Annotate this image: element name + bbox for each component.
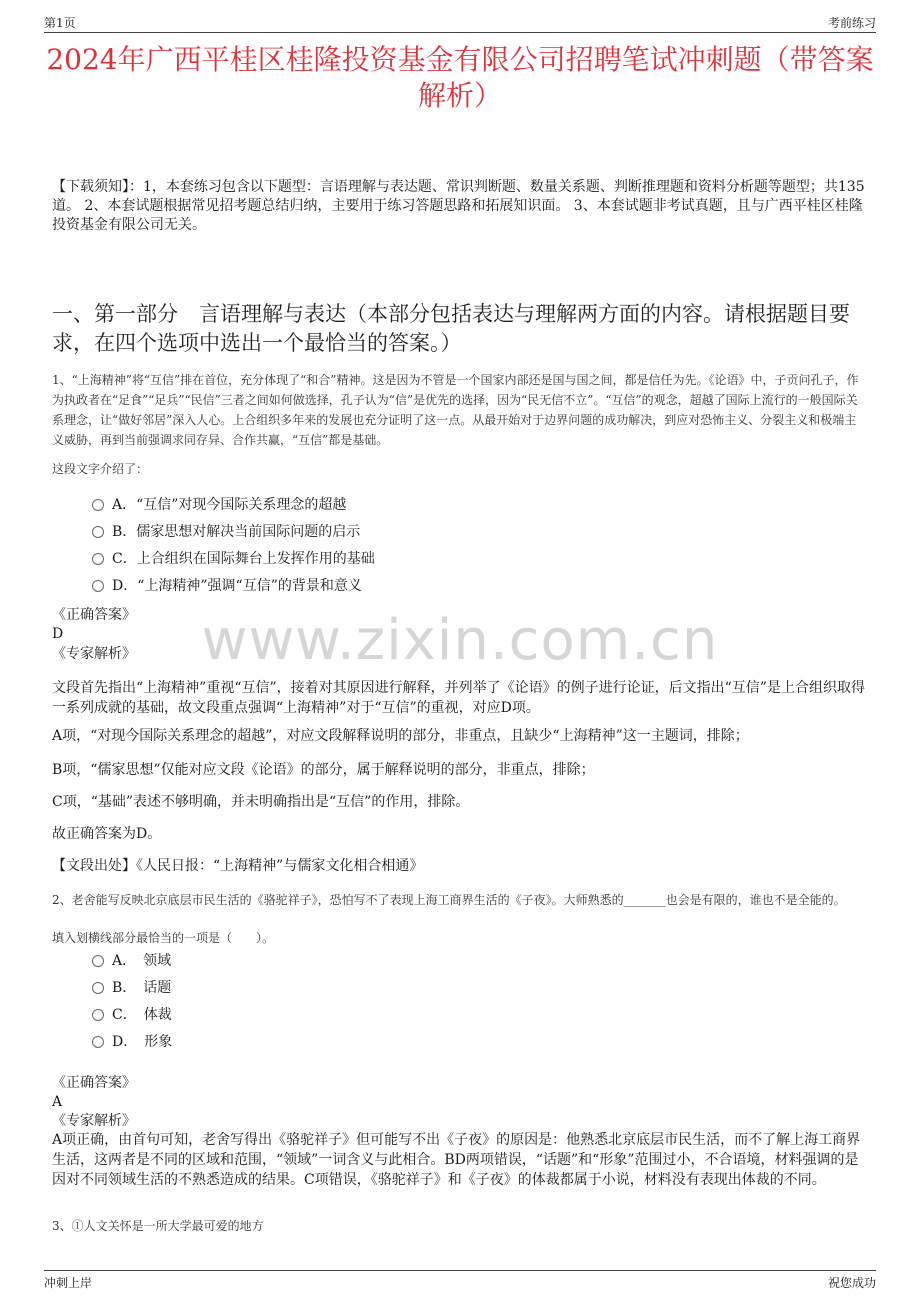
q1-stem: 1、“上海精神”将“互信”排在首位，充分体现了“和合”精神。这是因为不管是一个国家内部还是国与国之间，都是信任为先。《论语》中，子贡问孔子，作为执政者在“足食”“足兵”“民信”三者之间如何做选择，孔子认为“信”是优先的选择，因为“民无信不立”。“互信”的观念，超越了国际上流行的一般国际关系理念，让“做好邻居”深入人心。上合组织多年来的发展也充分证明了这一点。从最开始对于边界问题的成功解决，到应对恐怖主义、分裂主义和极端主义威胁，再到当前强调求同存异、合作共赢，“互信”都是基础。	[52, 373, 859, 447]
q2-prompt: 填入划横线部分最恰当的一项是（ ）。	[52, 931, 275, 945]
option-label: D．“上海精神”强调“互信”的背景和意义	[112, 578, 362, 594]
watermark: www.zixin.com.cn	[201, 608, 719, 673]
q2-answer-label: 《正确答案》	[52, 1075, 136, 1091]
q1-option-d[interactable]	[92, 576, 362, 596]
q3-stem: 3、①人文关怀是一所大学最可爱的地方	[52, 1219, 264, 1233]
option-label: A．“互信”对现今国际关系理念的超越	[112, 497, 347, 513]
q1-answer: D	[52, 626, 64, 642]
q2-option-d[interactable]	[92, 1032, 172, 1052]
q1-answer-label: 《正确答案》	[52, 607, 136, 623]
footer-left: 冲刺上岸	[44, 1276, 93, 1290]
q2-analysis-label: 《专家解析》	[52, 1113, 136, 1129]
document-title: 2024年广西平桂区桂隆投资基金有限公司招聘笔试冲刺题（带答案解析）	[46, 43, 874, 112]
option-label: D． 形象	[112, 1034, 173, 1050]
section-title: 一、第一部分 言语理解与表达（本部分包括表达与理解两方面的内容。请根据题目要求，在四个选项中选出一个最恰当的答案。）	[52, 302, 850, 355]
page-header	[44, 12, 876, 33]
option-label: C．上合组织在国际舞台上发挥作用的基础	[112, 551, 375, 567]
q2-option-a[interactable]	[92, 951, 171, 971]
q1-source: 【文段出处】《人民日报：“上海精神”与儒家文化相合相通》	[52, 858, 424, 874]
q2-stem: 2、老舍能写反映北京底层市民生活的《骆驼祥子》，恐怕写不了表现上海工商界生活的《子夜》。大师熟悉的_______也会是有限的，谁也不是全能的。	[52, 893, 846, 907]
q1-analysis-main: 文段首先指出“上海精神”重视“互信”，接着对其原因进行解释，并列举了《论语》的例子进行论证，后文指出“互信”是上合组织取得一系列成就的基础，故文段重点强调“上海精神”对于“互信”的重视，对应D项。	[52, 680, 865, 716]
q1-option-a[interactable]	[92, 495, 346, 515]
q1-prompt: 这段文字介绍了：	[52, 462, 149, 476]
page-footer	[44, 1270, 876, 1291]
radio-icon[interactable]	[92, 499, 104, 511]
radio-icon[interactable]	[92, 526, 104, 538]
radio-icon[interactable]	[92, 982, 104, 994]
radio-icon[interactable]	[92, 1009, 104, 1021]
q1-analysis-label: 《专家解析》	[52, 646, 136, 662]
q2-option-c[interactable]	[92, 1005, 172, 1025]
option-label: B． 话题	[112, 980, 172, 996]
q1-analysis-a: A项，“对现今国际关系理念的超越”，对应文段解释说明的部分，非重点，且缺少“上海精神”这一主题词，排除；	[52, 728, 749, 744]
radio-icon[interactable]	[92, 955, 104, 967]
q1-analysis-c: C项，“基础”表述不够明确，并未明确指出是“互信”的作用，排除。	[52, 794, 470, 810]
q2-option-b[interactable]	[92, 978, 171, 998]
header-label: 考前练习	[827, 16, 876, 30]
radio-icon[interactable]	[92, 1036, 104, 1048]
radio-icon[interactable]	[92, 580, 104, 592]
q2-answer: A	[52, 1094, 63, 1110]
download-notice: 【下载须知】：1，本套练习包含以下题型：言语理解与表达题、常识判断题、数量关系题、判断推理题和资料分析题等题型；共135道。 2、本套试题根据常见招考题总结归纳，主要用于练习答题思路和拓展知识面。 3、本套试题非考试真题，且与广西平桂区桂隆投资基金有限公司无关。	[52, 179, 865, 233]
q1-conclusion: 故正确答案为D。	[52, 826, 162, 842]
radio-icon[interactable]	[92, 553, 104, 565]
option-label: C． 体裁	[112, 1007, 172, 1023]
q1-analysis-b: B项，“儒家思想”仅能对应文段《论语》的部分，属于解释说明的部分，非重点，排除；	[52, 762, 595, 778]
page-number: 第1页	[44, 16, 76, 30]
footer-right: 祝您成功	[827, 1276, 876, 1290]
option-label: B．儒家思想对解决当前国际问题的启示	[112, 524, 361, 540]
q1-option-c[interactable]	[92, 549, 375, 569]
q2-analysis: A项正确，由首句可知，老舍写得出《骆驼祥子》但可能写不出《子夜》的原因是：他熟悉北京底层市民生活，而不了解上海工商界生活，这两者是不同的区域和范围，“领域”一词含义与此相合。BD两项错误，“话题”和“形象”范围过小，不合语境，材料强调的是因对不同领域生活的不熟悉造成的结果。C项错误，《骆驼祥子》和《子夜》的体裁都属于小说，材料没有表现出体裁的不同。	[52, 1132, 861, 1188]
q1-option-b[interactable]	[92, 522, 360, 542]
option-label: A． 领域	[112, 953, 172, 969]
